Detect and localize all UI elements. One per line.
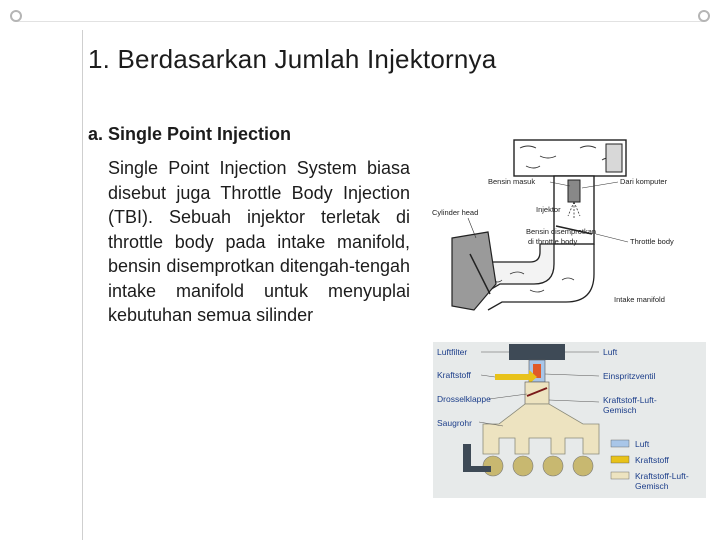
cylinder-head-shape bbox=[452, 232, 496, 310]
legend-swatch-kraftstoff bbox=[611, 456, 629, 463]
label-throttle-body: Throttle body bbox=[630, 237, 674, 246]
label-injektor: Injektor bbox=[536, 205, 561, 214]
label-cylinder-head: Cylinder head bbox=[432, 208, 479, 217]
label-luftfilter: Luftfilter bbox=[437, 347, 468, 357]
binder-ring-left bbox=[10, 10, 22, 22]
injector-shape bbox=[568, 180, 580, 202]
fuel-inlet-arrow bbox=[495, 374, 529, 380]
label-drosselklappe: Drosselklappe bbox=[437, 394, 491, 404]
binder-ring-right bbox=[698, 10, 710, 22]
label-gemisch-line2: Gemisch bbox=[603, 405, 637, 415]
label-di-throttle-body: di throttle body bbox=[528, 237, 578, 246]
legend-label-gemisch: Kraftstoff-Luft- bbox=[635, 471, 689, 481]
label-bensin-disemprotkan: Bensin disemprotkan bbox=[526, 227, 597, 236]
air-filter-element bbox=[606, 144, 622, 172]
tbi-cross-section-diagram bbox=[430, 134, 710, 324]
slide-top-rule bbox=[16, 21, 704, 22]
label-dari-komputer: Dari komputer bbox=[620, 177, 668, 186]
slide-title: 1. Berdasarkan Jumlah Injektornya bbox=[88, 44, 497, 74]
legend-swatch-luft bbox=[611, 440, 629, 447]
body-paragraph: Single Point Injection System biasa disebut juga Throttle Body Injection (TBI). Sebuah injektor terletak di throttle body pada intake manifold, bensin disemprotkan ditengah-tengah intake manifold untuk menyuplai kebutuhan semua silinder bbox=[108, 158, 410, 325]
label-luft: Luft bbox=[603, 347, 618, 357]
slide-left-rule bbox=[82, 30, 83, 540]
label-gemisch-line1: Kraftstoff-Luft- bbox=[603, 395, 657, 405]
air-filter-block bbox=[509, 344, 565, 360]
section-subheading: a. Single Point Injection bbox=[88, 124, 292, 144]
label-einspritzventil: Einspritzventil bbox=[603, 371, 656, 381]
legend-label-gemisch-2: Gemisch bbox=[635, 481, 669, 491]
legend-swatch-gemisch bbox=[611, 472, 629, 479]
label-kraftstoff: Kraftstoff bbox=[437, 370, 471, 380]
legend-label-kraftstoff: Kraftstoff bbox=[635, 455, 669, 465]
label-saugrohr: Saugrohr bbox=[437, 418, 472, 428]
label-bensin-masuk: Bensin masuk bbox=[488, 177, 536, 186]
legend-label-luft: Luft bbox=[635, 439, 650, 449]
label-intake-manifold: Intake manifold bbox=[614, 295, 665, 304]
single-point-injection-diagram bbox=[433, 342, 706, 498]
